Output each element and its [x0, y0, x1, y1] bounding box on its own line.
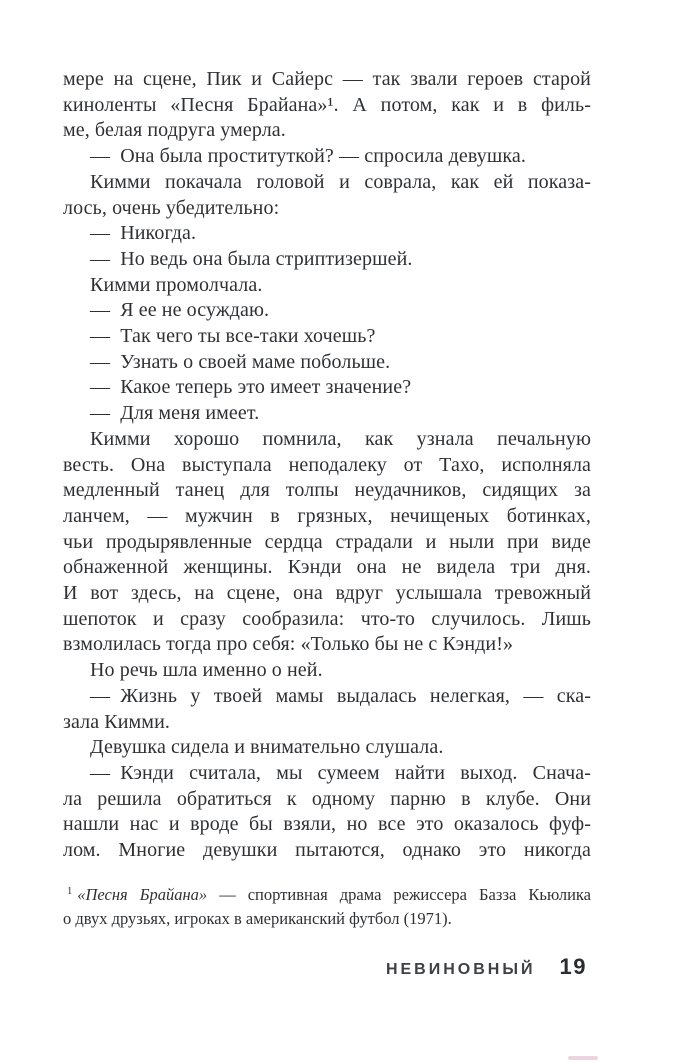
series-title: НЕВИНОВНЫЙ — [385, 961, 536, 978]
text-block — [63, 67, 591, 864]
text-line: — Для меня имеет. — [90, 402, 260, 425]
text-line: Кимми промолчала. — [90, 273, 263, 296]
footnote-marker: 1 — [67, 885, 73, 897]
corner-strip-decoration — [568, 1056, 598, 1060]
text-line: — Жизнь у твоей мамы выдалась нелегкая, — ска- — [90, 684, 591, 707]
text-line: ме, белая подруга умерла. — [63, 119, 286, 142]
text-line: — Никогда. — [90, 222, 197, 245]
text-line: — Она была проституткой? — спросила девушка. — [90, 145, 526, 168]
text-line: ланчем, — мужчин в грязных, нечищеных ботинках, — [63, 504, 591, 527]
text-line: зала Кимми. — [63, 710, 170, 733]
text-line: нашли нас и вроде бы взяли, но все это оказалось фуф- — [63, 813, 591, 836]
text-line: шепоток и сразу сообразила: что-то случилось. Лишь — [63, 607, 591, 630]
text-line: киноленты «Песня Брайана»¹. А потом, как и в филь- — [63, 93, 591, 116]
text-line: — Кэнди считала, мы сумеем найти выход. Снача- — [90, 761, 591, 784]
text-line: взмолилась тогда про себя: «Только бы не с Кэнди!» — [63, 633, 514, 656]
text-line: — Какое теперь это имеет значение? — [90, 376, 412, 399]
text-line: — Я ее не осуждаю. — [90, 299, 270, 322]
text-line: — Но ведь она была стриптизершей. — [90, 247, 413, 270]
text-line: И вот здесь, на сцене, она вдруг услышала тревожный — [63, 582, 591, 605]
footnote-line-1 — [63, 883, 591, 907]
footnote-text: — спортивная драма режиссера Базза Кьюлика — [219, 885, 592, 904]
text-line: лось, очень убедительно: — [63, 196, 280, 219]
page-footer — [386, 954, 587, 980]
text-line: медленный танец для толпы неудачников, сидящих за — [63, 479, 591, 502]
text-line: Девушка сидела и внимательно слушала. — [90, 736, 444, 759]
text-line: — Узнать о своей маме побольше. — [90, 350, 391, 373]
text-line: мере на сцене, Пик и Сайерс — так звали героев старой — [63, 68, 591, 90]
text-line: Кимми хорошо помнила, как узнала печальную — [90, 427, 591, 450]
text-line: — Так чего ты все-таки хочешь? — [90, 325, 376, 348]
text-line: Но речь шла именно о ней. — [90, 659, 323, 682]
text-line: весть. Она выступала неподалеку от Тахо, исполняла — [63, 453, 591, 476]
text-line: лом. Многие девушки пытаются, однако это никогда — [63, 839, 591, 862]
text-line: Кимми покачала головой и соврала, как ей показа- — [90, 170, 591, 193]
text-line: обнаженной женщины. Кэнди она не видела три дня. — [63, 556, 591, 579]
footnote-line-2: о двух друзьях, игроках в американский футбол (1971). — [63, 909, 452, 928]
text-line: чьи продырявленные сердца страдали и ныли при виде — [63, 530, 591, 553]
page-number: 19 — [559, 954, 587, 979]
footnote — [63, 883, 591, 931]
text-line: ла решила обратиться к одному парню в клубе. Они — [63, 787, 591, 810]
footnote-title: «Песня Брайана» — [77, 885, 208, 904]
